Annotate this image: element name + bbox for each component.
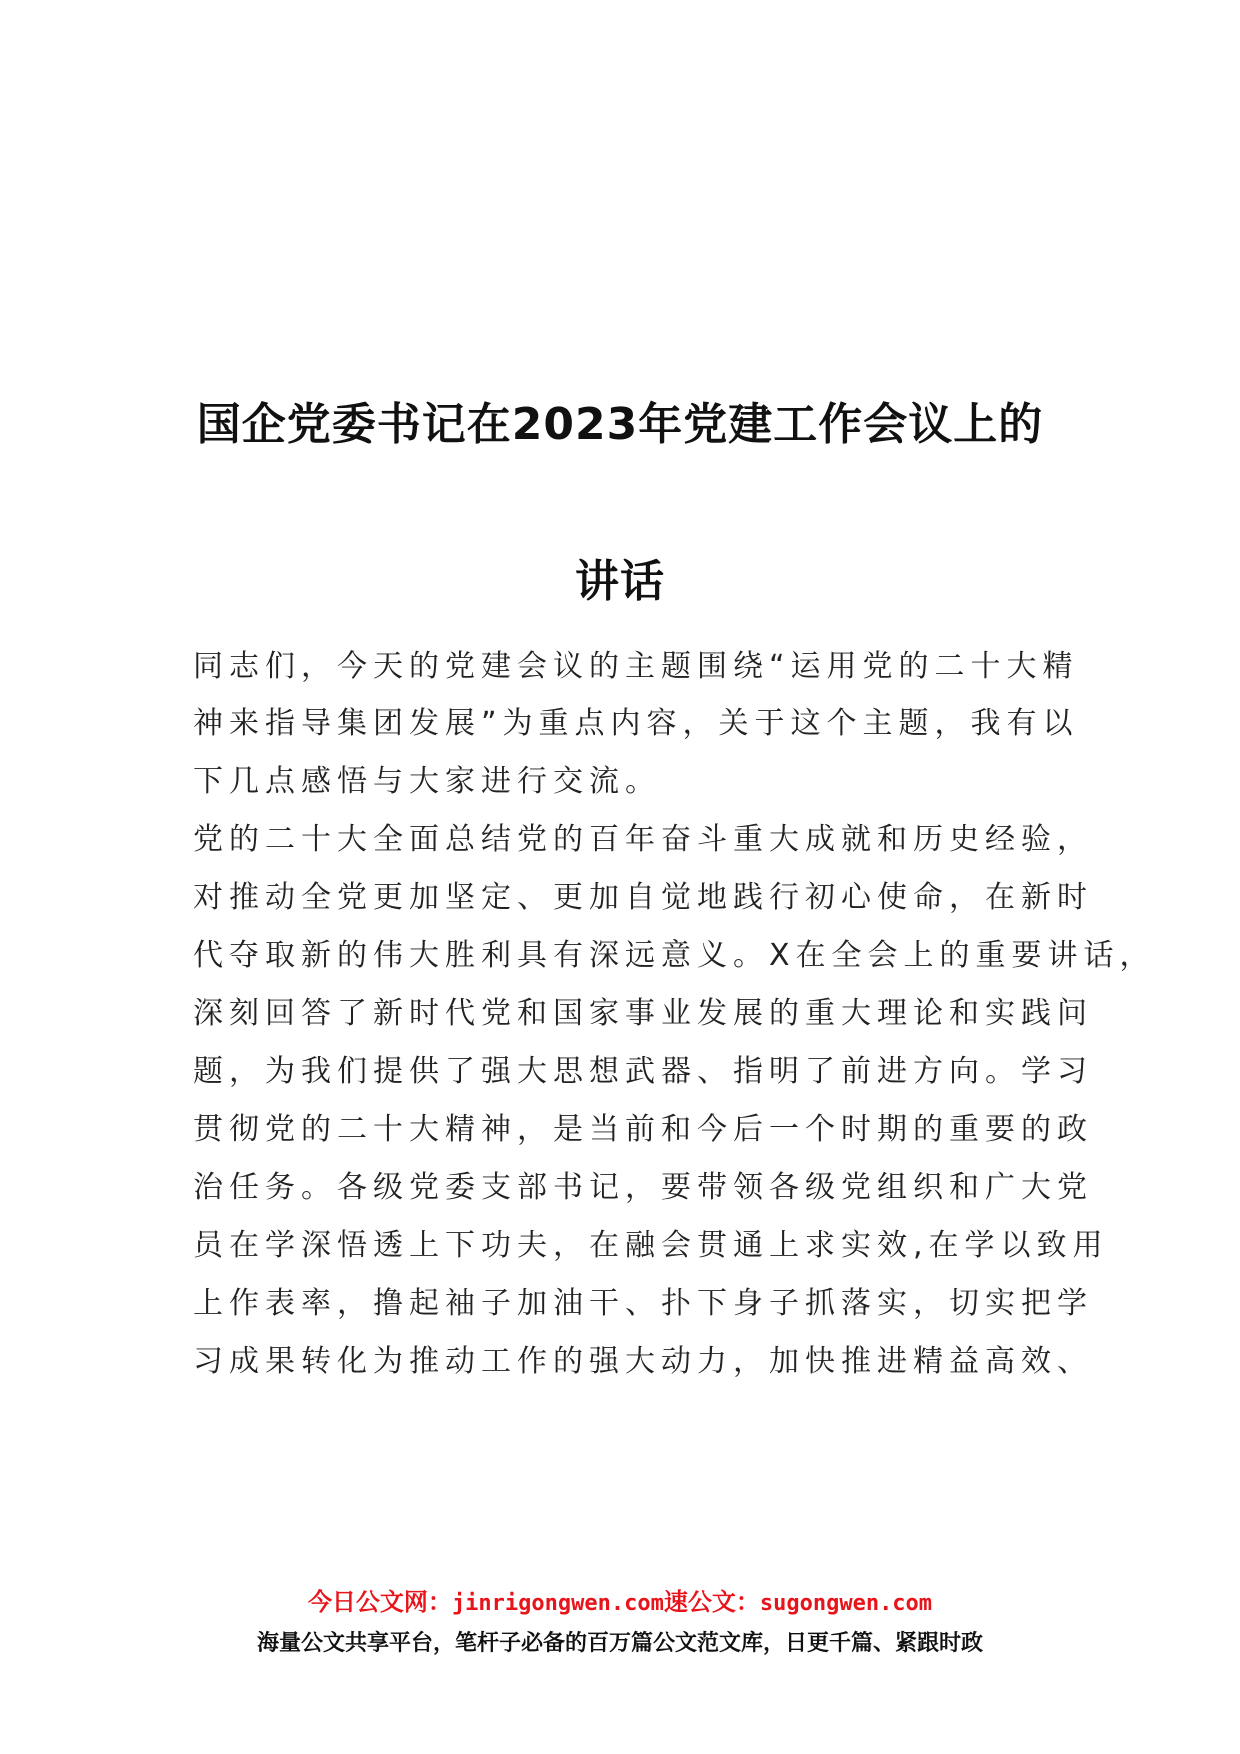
body-line: 神来指导集团发展”为重点内容，关于这个主题，我有以 bbox=[193, 706, 1079, 741]
site2-name: 速公文： bbox=[663, 1588, 760, 1616]
title-line-1: 国企党委书记在2023年党建工作会议上的 bbox=[196, 399, 1044, 450]
body-line: 党的二十大全面总结党的百年奋斗重大成就和历史经验， bbox=[193, 822, 1093, 857]
site1-url-link[interactable]: jinrigongwen.com bbox=[451, 1591, 664, 1616]
site1-name: 今日公文网： bbox=[307, 1588, 452, 1616]
title-line-2: 讲话 bbox=[575, 556, 665, 607]
body-line: 下几点感悟与大家进行交流。 bbox=[193, 764, 661, 799]
body-line: 治任务。各级党委支部书记，要带领各级党组织和广大党 bbox=[193, 1170, 1093, 1205]
body-line: 员在学深悟透上下功夫，在融会贯通上求实效,在学以致用 bbox=[193, 1228, 1109, 1263]
site2-url-link[interactable]: sugongwen.com bbox=[759, 1591, 933, 1616]
body-line: 代夺取新的伟大胜利具有深远意义。X在全会上的重要讲话， bbox=[193, 938, 1156, 973]
footer-slogan: 海量公文共享平台，笔杆子必备的百万篇公文范文库，日更千篇、紧跟时政 bbox=[256, 1631, 983, 1656]
body-line: 贯彻党的二十大精神，是当前和今后一个时期的重要的政 bbox=[193, 1112, 1093, 1147]
body-line: 同志们，今天的党建会议的主题围绕“运用党的二十大精 bbox=[193, 649, 1079, 684]
body-line: 对推动全党更加坚定、更加自觉地践行初心使命，在新时 bbox=[193, 880, 1093, 915]
body-line: 习成果转化为推动工作的强大动力，加快推进精益高效、 bbox=[193, 1344, 1093, 1379]
body-line: 深刻回答了新时代党和国家事业发展的重大理论和实践问 bbox=[193, 996, 1093, 1031]
body-line: 上作表率，撸起袖子加油干、扑下身子抓落实，切实把学 bbox=[193, 1286, 1093, 1321]
footer-site-links bbox=[0, 1582, 1240, 1617]
body-line: 题，为我们提供了强大思想武器、指明了前进方向。学习 bbox=[193, 1054, 1093, 1089]
